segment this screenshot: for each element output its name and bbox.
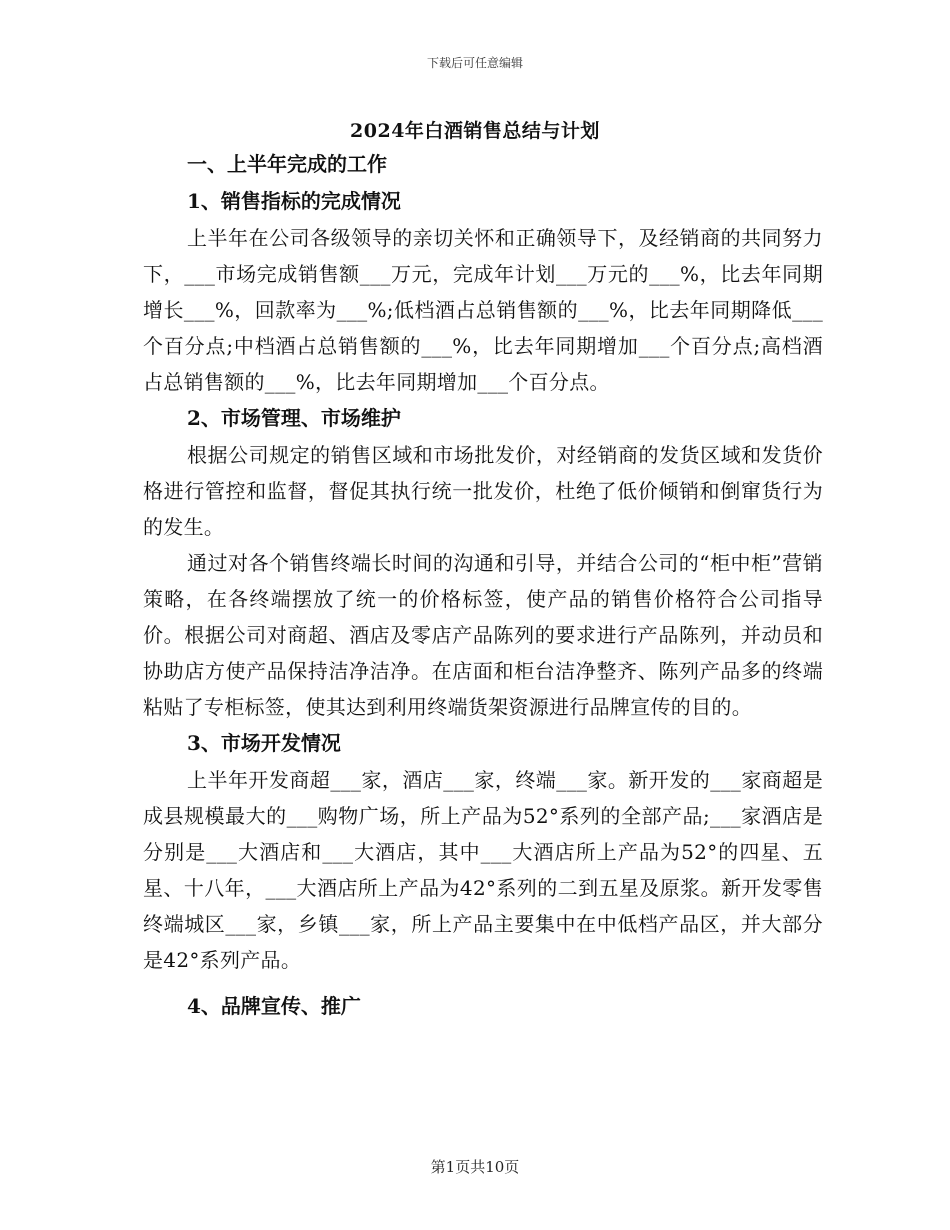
paragraph-sales-targets: 上半年在公司各级领导的亲切关怀和正确领导下，及经销商的共同努力下，___市场完成销售额___万元，完成年计划___万元的___%，比去年同期增长___%，回款率为___%;低档酒占总销售额的___%，比去年同期降低___个百分点;中档酒占总销售额的___%，比去年同期增加___个百分点;高档酒占总销售额的___%，比去年同期增加___个百分点。 bbox=[143, 226, 823, 394]
document-body bbox=[143, 146, 823, 1025]
page-footer: 第1页共10页 bbox=[430, 1158, 520, 1176]
header-note: 下载后可任意编辑 bbox=[426, 56, 523, 70]
paragraph-market-development: 上半年开发商超___家，酒店___家，终端___家。新开发的___家商超是成县规模最大的___购物广场，所上产品为52°系列的全部产品;___家酒店是分别是___大酒店和___大酒店，其中___大酒店所上产品为52°的四星、五星、十八年，___大酒店所上产品为42°系列的二到五星及原浆。新开发零售终端城区___家，乡镇___家，所上产品主要集中在中低档产品区，并大部分是42°系列产品。 bbox=[143, 768, 823, 972]
paragraph-terminal-display: 通过对各个销售终端长时间的沟通和引导，并结合公司的“柜中柜”营销策略，在各终端摆放了统一的价格标签，使产品的销售价格符合公司指导价。根据公司对商超、酒店及零店产品陈列的要求进行产品陈列，并动员和协助店方使产品保持洁净洁净。在店面和柜台洁净整齐、陈列产品多的终端粘贴了专柜标签，使其达到利用终端货架资源进行品牌宣传的目的。 bbox=[143, 551, 823, 719]
subsection-heading-sales-targets: 1、销售指标的完成情况 bbox=[187, 189, 401, 213]
document-title: 2024年白酒销售总结与计划 bbox=[350, 120, 600, 142]
section-heading-1: 一、上半年完成的工作 bbox=[187, 152, 387, 176]
paragraph-market-management: 根据公司规定的销售区域和市场批发价，对经销商的发货区域和发货价格进行管控和监督，督促其执行统一批发价，杜绝了低价倾销和倒窜货行为的发生。 bbox=[143, 443, 823, 539]
subsection-heading-market-development: 3、市场开发情况 bbox=[187, 731, 341, 755]
subsection-heading-market-management: 2、市场管理、市场维护 bbox=[187, 406, 401, 430]
subsection-heading-brand-promotion: 4、品牌宣传、推广 bbox=[187, 994, 361, 1018]
